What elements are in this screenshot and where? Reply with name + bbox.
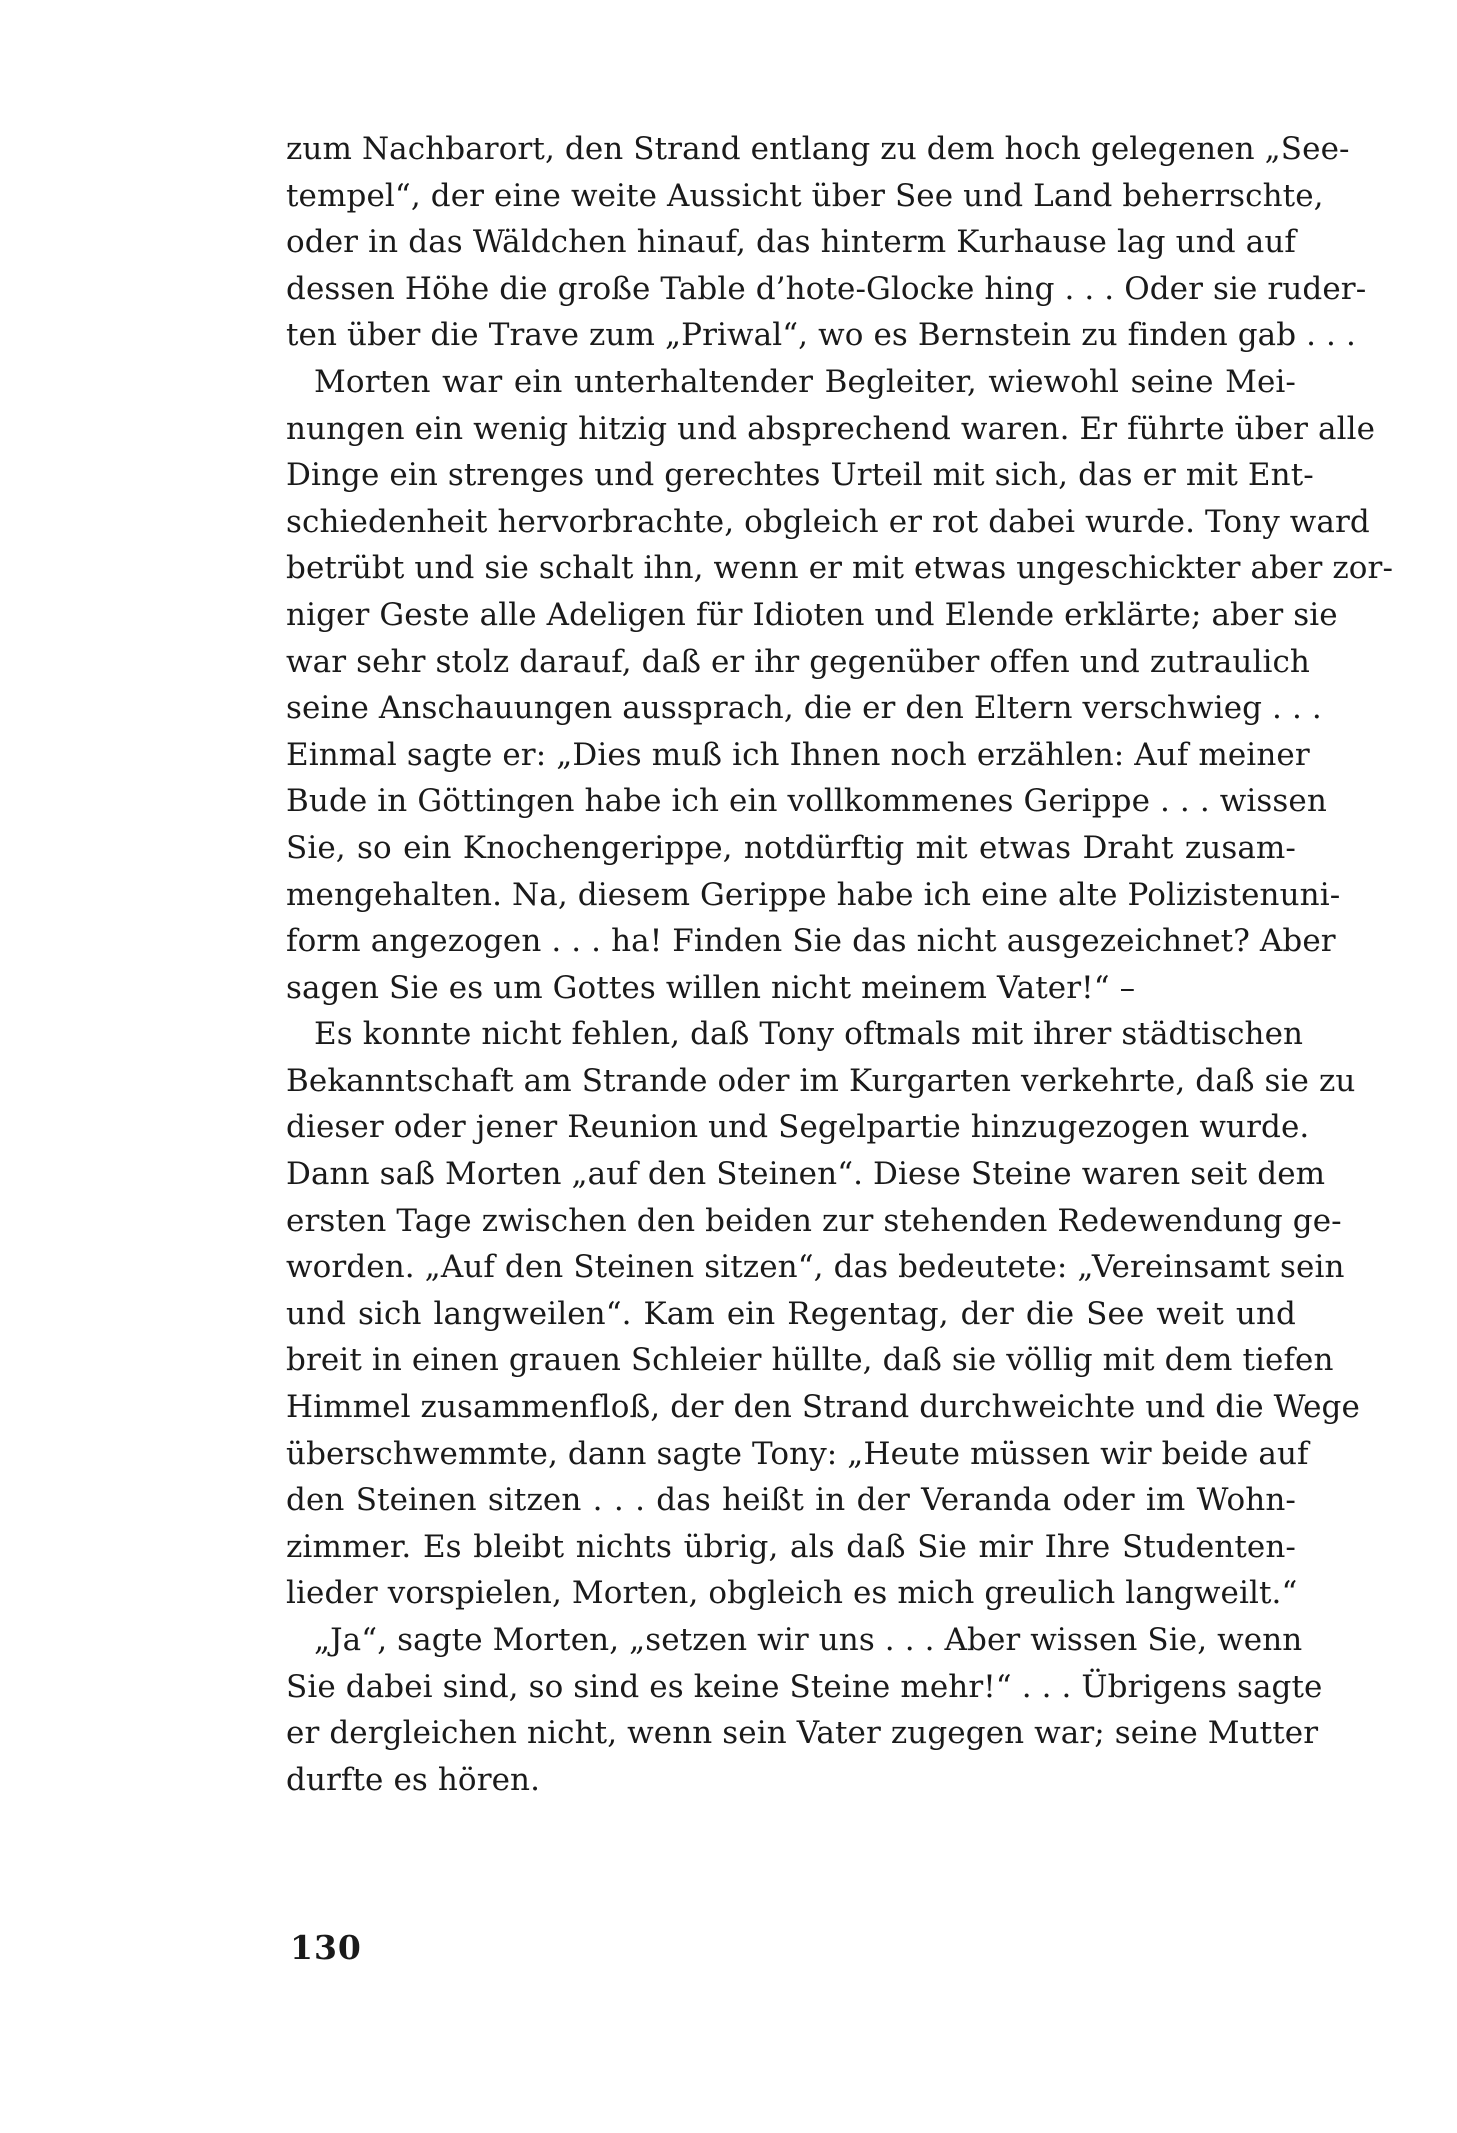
text-line: Es konnte nicht fehlen, daß Tony oftmals mit ihrer städtischen [314, 1016, 1304, 1053]
text-line: Sie dabei sind, so sind es keine Steine mehr!“ . . . Übrigens sagte [286, 1668, 1323, 1705]
text-line: zimmer. Es bleibt nichts übrig, als daß Sie mir Ihre Studenten- [286, 1528, 1296, 1565]
text-line: betrübt und sie schalt ihn, wenn er mit etwas ungeschickter aber zor- [286, 550, 1394, 587]
text-line: dessen Höhe die große Table d’hote-Glocke hing . . . Oder sie ruder- [286, 270, 1367, 307]
text-line: Morten war ein unterhaltender Begleiter, wiewohl seine Mei- [314, 363, 1296, 400]
text-line: ten über die Trave zum „Priwal“, wo es Bernstein zu finden gab . . . [286, 317, 1356, 354]
text-line: tempel“, der eine weite Aussicht über See und Land beherrschte, [286, 177, 1324, 214]
text-line: schiedenheit hervorbrachte, obgleich er rot dabei wurde. Tony ward [286, 503, 1370, 540]
text-line: durfte es hören. [286, 1761, 541, 1798]
text-line: und sich langweilen“. Kam ein Regentag, der die See weit und [286, 1295, 1296, 1332]
text-line: Sie, so ein Knochengerippe, notdürftig mit etwas Draht zusam- [286, 829, 1296, 866]
text-line: zum Nachbarort, den Strand entlang zu dem hoch gelegenen „See- [286, 131, 1350, 167]
text-line: oder in das Wäldchen hinauf, das hinterm Kurhause lag und auf [286, 224, 1296, 261]
paragraph-4 [286, 1617, 1323, 1803]
page-number: 130 [290, 1928, 362, 1967]
text-line: „Ja“, sagte Morten, „setzen wir uns . . . Aber wissen Sie, wenn [314, 1622, 1303, 1658]
text-line: Himmel zusammenfloß, der den Strand durchweichte und die Wege [286, 1389, 1360, 1426]
text-line: dieser oder jener Reunion und Segelpartie hinzugezogen wurde. [286, 1109, 1310, 1146]
text-line: lieder vorspielen, Morten, obgleich es mich greulich langweilt.“ [286, 1575, 1298, 1612]
text-line: nungen ein wenig hitzig und absprechend waren. Er führte über alle [286, 410, 1376, 447]
text-line: sagen Sie es um Gottes willen nicht meinem Vater!“ – [286, 969, 1136, 1006]
text-line: war sehr stolz darauf, daß er ihr gegenüber offen und zutraulich [286, 643, 1310, 680]
text-line: überschwemmte, dann sagte Tony: „Heute müssen wir beide auf [286, 1435, 1309, 1472]
text-line: breit in einen grauen Schleier hüllte, daß sie völlig mit dem tiefen [286, 1342, 1334, 1379]
text-line: Einmal sagte er: „Dies muß ich Ihnen noch erzählen: Auf meiner [286, 736, 1310, 773]
text-line: form angezogen . . . ha! Finden Sie das nicht ausgezeichnet? Aber [286, 923, 1336, 960]
text-line: niger Geste alle Adeligen für Idioten und Elende erklärte; aber sie [286, 596, 1338, 633]
text-line: Dinge ein strenges und gerechtes Urteil mit sich, das er mit Ent- [286, 457, 1314, 494]
text-line: er dergleichen nicht, wenn sein Vater zugegen war; seine Mutter [286, 1715, 1319, 1752]
paragraph-3 [286, 1011, 1360, 1617]
text-line: den Steinen sitzen . . . das heißt in der Veranda oder im Wohn- [286, 1482, 1296, 1519]
paragraph-2 [286, 359, 1394, 1011]
text-line: Dann saß Morten „auf den Steinen“. Diese Steine waren seit dem [286, 1156, 1326, 1193]
text-line: Bekanntschaft am Strande oder im Kurgarten verkehrte, daß sie zu [286, 1062, 1356, 1099]
text-line: worden. „Auf den Steinen sitzen“, das bedeutete: „Vereinsamt sein [286, 1249, 1345, 1286]
text-line: seine Anschauungen aussprach, die er den Eltern verschwieg . . . [286, 690, 1322, 727]
text-line: Bude in Göttingen habe ich ein vollkommenes Gerippe . . . wissen [286, 783, 1327, 820]
text-block [286, 126, 1394, 1803]
paragraph-1 [286, 126, 1367, 359]
text-line: ersten Tage zwischen den beiden zur stehenden Redewendung ge- [286, 1202, 1342, 1239]
text-line: mengehalten. Na, diesem Gerippe habe ich eine alte Polizistenuni- [286, 876, 1341, 913]
